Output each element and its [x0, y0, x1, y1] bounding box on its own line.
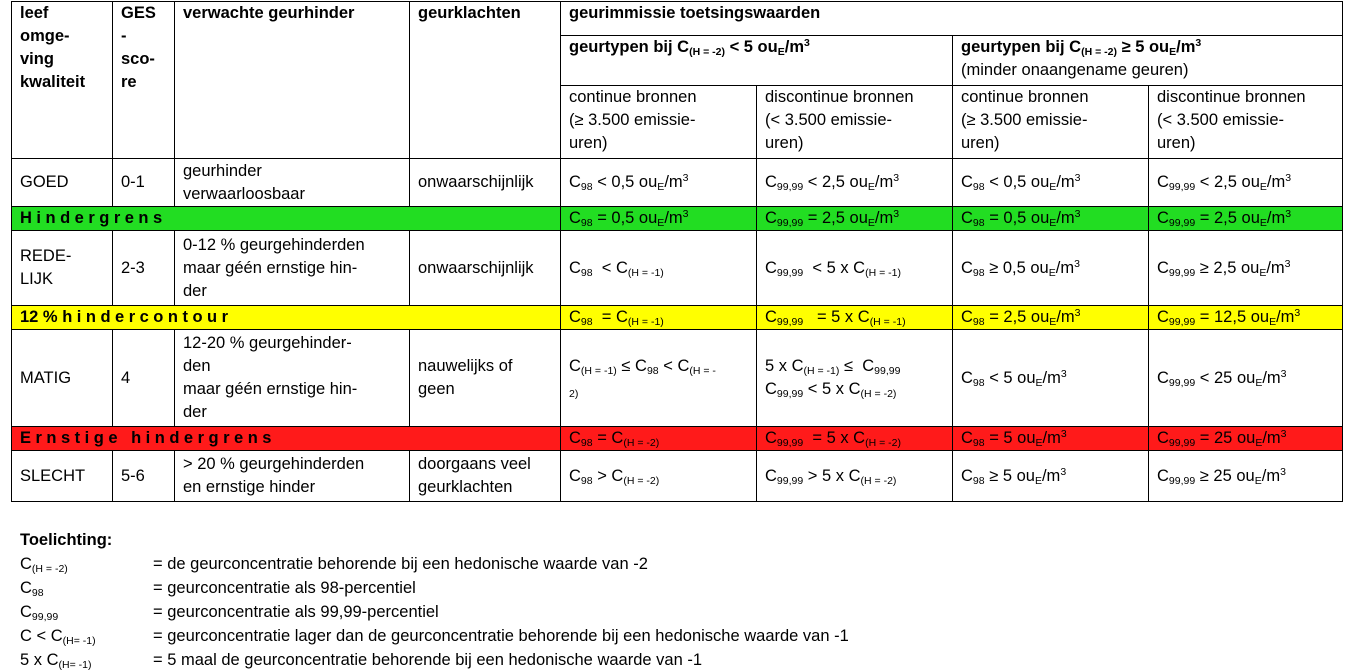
cell-value: $C_{99,99} < 5$ x $C_{(H = -1)}$ — [757, 231, 953, 306]
cell-kwaliteit: SLECHT — [12, 451, 113, 502]
cell-kwaliteit: GOED — [12, 159, 113, 207]
cell-value: $C_{99,99} < 2,5$ $ou_E/m^3$ — [757, 159, 953, 207]
note-term: $C_{98}$ — [20, 579, 44, 599]
cell-value: $C_{98} < 0,5$ $ou_E/m^3$ — [561, 159, 757, 207]
row-redelijk — [12, 231, 1343, 306]
cell-value: $C_{98} < 0,5$ $ou_E/m^3$ — [953, 159, 1149, 207]
note-item — [20, 624, 849, 648]
cell-value: $C_{99,99} \ge 2,5$ $ou_E/m^3$ — [1149, 231, 1343, 306]
cell-value: $C_{98} = 0,5$ $ou_E/m^3$ — [561, 207, 757, 231]
cell-ges: 0-1 — [113, 159, 175, 207]
row-matig — [12, 330, 1343, 427]
cell-value: $C_{99,99} = 2,5$ $ou_E/m^3$ — [1149, 207, 1343, 231]
header-verwachte-geurhinder: verwachte geurhinder — [175, 2, 410, 159]
cell-value: $C_{98} = 5$ $ou_E/m^3$ — [953, 427, 1149, 451]
header-group-below-5: geurtypen bij $C_{(H = -2)} < 5$ $ou_E/m^3$ — [561, 36, 953, 86]
cell-value: $C_{98} = 2,5$ $ou_E/m^3$ — [953, 306, 1149, 330]
cell-kwaliteit: MATIG — [12, 330, 113, 427]
row-hindercontour — [12, 306, 1343, 330]
header-continue-bronnen-1: continue bronnen (≥ 3.500 emissie- uren) — [561, 86, 757, 159]
cell-value: $C_{98} \ge 0,5$ $ou_E/m^3$ — [953, 231, 1149, 306]
note-term: 5 x $C_{(H= -1)}$ — [20, 651, 92, 671]
header-discontinue-bronnen-2: discontinue bronnen (< 3.500 emissie- uren) — [1149, 86, 1343, 159]
note-term: $C_{(H = -2)}$ — [20, 555, 68, 575]
cell-hinder: 0-12 % geurgehinderden maar géén ernstige hin- der — [175, 231, 410, 306]
cell-klachten: doorgaans veel geurklachten — [410, 451, 561, 502]
threshold-label: Hindergrens — [12, 207, 561, 231]
cell-value: $C_{98} = 0,5$ $ou_E/m^3$ — [953, 207, 1149, 231]
note-desc: = de geurconcentratie behorende bij een hedonische waarde van -2 — [153, 555, 648, 573]
note-desc: = 5 maal de geurconcentratie behorende bij een hedonische waarde van -1 — [153, 651, 703, 669]
header-group-above-5: geurtypen bij $C_{(H = -2)} \ge 5$ $ou_E/m^3$ (minder onaangename geuren) — [953, 36, 1343, 86]
row-goed — [12, 159, 1343, 207]
cell-klachten: nauwelijks of geen — [410, 330, 561, 427]
note-item — [20, 552, 849, 576]
cell-value: $C_{(H = -1)} \le C_{98} < C_{(H = -}$ $_{2)}$ — [561, 330, 757, 427]
cell-value: $C_{98} \ge 5$ $ou_E/m^3$ — [953, 451, 1149, 502]
cell-value: $C_{98} = C_{(H = -1)}$ — [561, 306, 757, 330]
cell-value: $C_{98} = C_{(H = -2)}$ — [561, 427, 757, 451]
note-desc: = geurconcentratie als 98-percentiel — [153, 579, 416, 597]
row-slecht — [12, 451, 1343, 502]
header-group-note: (minder onaangename geuren) — [961, 61, 1189, 79]
cell-value: $C_{99,99} > 5$ x $C_{(H = -2)}$ — [757, 451, 953, 502]
threshold-label: 12 % hindercontour — [12, 306, 561, 330]
cell-klachten: onwaarschijnlijk — [410, 231, 561, 306]
row-ernstige-hindergrens — [12, 427, 1343, 451]
note-item — [20, 648, 849, 672]
header-row-1 — [12, 2, 1343, 36]
cell-value: $C_{98} < C_{(H = -1)}$ — [561, 231, 757, 306]
cell-value: $C_{99,99} = 12,5$ $ou_E/m^3$ — [1149, 306, 1343, 330]
note-desc: = geurconcentratie als 99,99-percentiel — [153, 603, 439, 621]
odour-assessment-table — [11, 1, 1343, 502]
cell-hinder: geurhinder verwaarloosbaar — [175, 159, 410, 207]
cell-value: 5 x $C_{(H = -1)} \le C_{99,99}$ $C_{99,99} < 5$ x $C_{(H = -2)}$ — [757, 330, 953, 427]
cell-hinder: 12-20 % geurgehinder- den maar géén ernstige hin- der — [175, 330, 410, 427]
note-item — [20, 576, 849, 600]
cell-value: $C_{98} < 5$ $ou_E/m^3$ — [953, 330, 1149, 427]
header-continue-bronnen-2: continue bronnen (≥ 3.500 emissie- uren) — [953, 86, 1149, 159]
cell-value: $C_{99,99} = 5$ x $C_{(H = -2)}$ — [757, 427, 953, 451]
header-geurklachten: geurklachten — [410, 2, 561, 159]
cell-value: $C_{99,99} = 5$ x $C_{(H = -1)}$ — [757, 306, 953, 330]
cell-ges: 2-3 — [113, 231, 175, 306]
cell-value: $C_{99,99} = 25$ $ou_E/m^3$ — [1149, 427, 1343, 451]
cell-kwaliteit: REDE- LIJK — [12, 231, 113, 306]
cell-value: $C_{99,99} = 2,5$ $ou_E/m^3$ — [757, 207, 953, 231]
notes-title: Toelichting: — [20, 531, 113, 549]
cell-value: $C_{99,99} < 2,5$ $ou_E/m^3$ — [1149, 159, 1343, 207]
note-term: $C_{99,99}$ — [20, 603, 59, 623]
note-desc: = geurconcentratie lager dan de geurconcentratie behorende bij een hedonische waarde van -1 — [153, 627, 849, 645]
cell-ges: 5-6 — [113, 451, 175, 502]
header-leefomgevingskwaliteit: leef omge- ving kwaliteit — [12, 2, 113, 159]
cell-hinder: > 20 % geurgehinderden en ernstige hinder — [175, 451, 410, 502]
row-hindergrens — [12, 207, 1343, 231]
legend-notes — [20, 528, 849, 672]
cell-value: $C_{98} > C_{(H = -2)}$ — [561, 451, 757, 502]
header-toetsingswaarden: geurimmissie toetsingswaarden — [561, 2, 1343, 36]
cell-value: $C_{99,99} < 25$ $ou_E/m^3$ — [1149, 330, 1343, 427]
header-ges-score: GES - sco- re — [113, 2, 175, 159]
header-discontinue-bronnen-1: discontinue bronnen (< 3.500 emissie- uren) — [757, 86, 953, 159]
cell-ges: 4 — [113, 330, 175, 427]
threshold-label: Ernstige hindergrens — [12, 427, 561, 451]
note-term: $C < C_{(H= -1)}$ — [20, 627, 96, 647]
cell-klachten: onwaarschijnlijk — [410, 159, 561, 207]
note-item — [20, 600, 849, 624]
cell-value: $C_{99,99} \ge 25$ $ou_E/m^3$ — [1149, 451, 1343, 502]
